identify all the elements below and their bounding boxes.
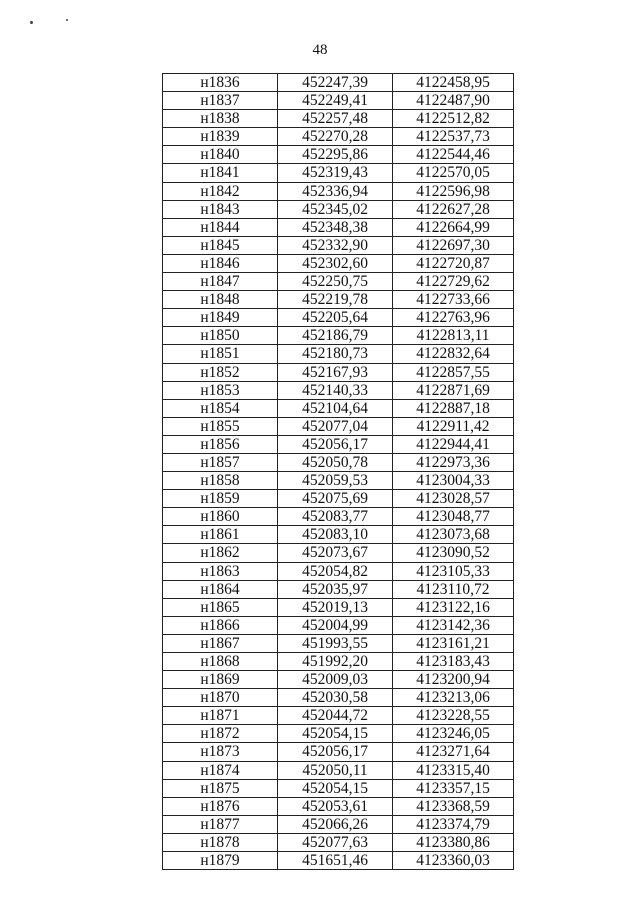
point-id-cell: н1873	[163, 743, 278, 761]
table-row	[163, 200, 514, 218]
y-coordinate-cell: 4123048,77	[393, 508, 514, 526]
point-id-cell: н1836	[163, 74, 278, 92]
point-id-cell: н1845	[163, 236, 278, 254]
x-coordinate-cell: 452332,90	[278, 236, 393, 254]
point-id-cell: н1856	[163, 435, 278, 453]
y-coordinate-cell: 4122570,05	[393, 164, 514, 182]
table-row	[163, 236, 514, 254]
y-coordinate-cell: 4123380,86	[393, 833, 514, 851]
x-coordinate-cell: 452270,28	[278, 128, 393, 146]
table-row	[163, 634, 514, 652]
point-id-cell: н1842	[163, 182, 278, 200]
x-coordinate-cell: 452075,69	[278, 490, 393, 508]
point-id-cell: н1875	[163, 779, 278, 797]
table-row	[163, 128, 514, 146]
point-id-cell: н1859	[163, 490, 278, 508]
point-id-cell: н1843	[163, 200, 278, 218]
table-row	[163, 291, 514, 309]
y-coordinate-cell: 4123122,16	[393, 598, 514, 616]
point-id-cell: н1858	[163, 472, 278, 490]
x-coordinate-cell: 452257,48	[278, 110, 393, 128]
point-id-cell: н1844	[163, 218, 278, 236]
point-id-cell: н1877	[163, 815, 278, 833]
x-coordinate-cell: 452077,63	[278, 833, 393, 851]
point-id-cell: н1865	[163, 598, 278, 616]
table-row	[163, 92, 514, 110]
x-coordinate-cell: 452302,60	[278, 254, 393, 272]
y-coordinate-cell: 4122697,30	[393, 236, 514, 254]
point-id-cell: н1860	[163, 508, 278, 526]
table-row	[163, 472, 514, 490]
x-coordinate-cell: 452083,77	[278, 508, 393, 526]
point-id-cell: н1838	[163, 110, 278, 128]
point-id-cell: н1849	[163, 309, 278, 327]
table-row	[163, 671, 514, 689]
table-row	[163, 399, 514, 417]
point-id-cell: н1876	[163, 797, 278, 815]
y-coordinate-cell: 4122544,46	[393, 146, 514, 164]
y-coordinate-cell: 4123246,05	[393, 725, 514, 743]
table-row	[163, 309, 514, 327]
y-coordinate-cell: 4123200,94	[393, 671, 514, 689]
x-coordinate-cell: 452249,41	[278, 92, 393, 110]
point-id-cell: н1870	[163, 689, 278, 707]
x-coordinate-cell: 451993,55	[278, 634, 393, 652]
page-number: 48	[312, 42, 328, 58]
y-coordinate-cell: 4123213,06	[393, 689, 514, 707]
x-coordinate-cell: 451651,46	[278, 852, 393, 870]
y-coordinate-cell: 4122487,90	[393, 92, 514, 110]
x-coordinate-cell: 452056,17	[278, 435, 393, 453]
point-id-cell: н1848	[163, 291, 278, 309]
point-id-cell: н1851	[163, 345, 278, 363]
table-row	[163, 146, 514, 164]
y-coordinate-cell: 4123073,68	[393, 526, 514, 544]
x-coordinate-cell: 452345,02	[278, 200, 393, 218]
table-row	[163, 562, 514, 580]
coordinates-table	[162, 73, 514, 870]
y-coordinate-cell: 4122733,66	[393, 291, 514, 309]
point-id-cell: н1861	[163, 526, 278, 544]
y-coordinate-cell: 4122458,95	[393, 74, 514, 92]
table-row	[163, 725, 514, 743]
y-coordinate-cell: 4122832,64	[393, 345, 514, 363]
table-row	[163, 580, 514, 598]
table-row	[163, 345, 514, 363]
point-id-cell: н1840	[163, 146, 278, 164]
y-coordinate-cell: 4122537,73	[393, 128, 514, 146]
x-coordinate-cell: 452050,78	[278, 453, 393, 471]
y-coordinate-cell: 4122973,36	[393, 453, 514, 471]
y-coordinate-cell: 4123028,57	[393, 490, 514, 508]
x-coordinate-cell: 452348,38	[278, 218, 393, 236]
point-id-cell: н1854	[163, 399, 278, 417]
point-id-cell: н1871	[163, 707, 278, 725]
table-row	[163, 254, 514, 272]
x-coordinate-cell: 452035,97	[278, 580, 393, 598]
x-coordinate-cell: 452004,99	[278, 616, 393, 634]
point-id-cell: н1857	[163, 453, 278, 471]
x-coordinate-cell: 452054,15	[278, 779, 393, 797]
x-coordinate-cell: 452247,39	[278, 74, 393, 92]
y-coordinate-cell: 4122627,28	[393, 200, 514, 218]
point-id-cell: н1850	[163, 327, 278, 345]
y-coordinate-cell: 4123142,36	[393, 616, 514, 634]
table-row	[163, 833, 514, 851]
y-coordinate-cell: 4122911,42	[393, 417, 514, 435]
table-row	[163, 164, 514, 182]
y-coordinate-cell: 4123110,72	[393, 580, 514, 598]
point-id-cell: н1878	[163, 833, 278, 851]
table-row	[163, 218, 514, 236]
table-row	[163, 381, 514, 399]
y-coordinate-cell: 4122887,18	[393, 399, 514, 417]
point-id-cell: н1869	[163, 671, 278, 689]
point-id-cell: н1841	[163, 164, 278, 182]
x-coordinate-cell: 452219,78	[278, 291, 393, 309]
table-row	[163, 508, 514, 526]
y-coordinate-cell: 4122944,41	[393, 435, 514, 453]
point-id-cell: н1862	[163, 544, 278, 562]
x-coordinate-cell: 452054,15	[278, 725, 393, 743]
x-coordinate-cell: 452050,11	[278, 761, 393, 779]
y-coordinate-cell: 4122871,69	[393, 381, 514, 399]
table-row	[163, 526, 514, 544]
table-row	[163, 797, 514, 815]
point-id-cell: н1852	[163, 363, 278, 381]
y-coordinate-cell: 4123374,79	[393, 815, 514, 833]
y-coordinate-cell: 4122512,82	[393, 110, 514, 128]
point-id-cell: н1846	[163, 254, 278, 272]
x-coordinate-cell: 452295,86	[278, 146, 393, 164]
table-row	[163, 743, 514, 761]
y-coordinate-cell: 4123090,52	[393, 544, 514, 562]
table-row	[163, 815, 514, 833]
table-row	[163, 653, 514, 671]
x-coordinate-cell: 452319,43	[278, 164, 393, 182]
table-row	[163, 761, 514, 779]
point-id-cell: н1864	[163, 580, 278, 598]
table-row	[163, 182, 514, 200]
point-id-cell: н1855	[163, 417, 278, 435]
x-coordinate-cell: 452054,82	[278, 562, 393, 580]
table-row	[163, 598, 514, 616]
x-coordinate-cell: 452083,10	[278, 526, 393, 544]
table-row	[163, 327, 514, 345]
y-coordinate-cell: 4123368,59	[393, 797, 514, 815]
y-coordinate-cell: 4123105,33	[393, 562, 514, 580]
x-coordinate-cell: 452073,67	[278, 544, 393, 562]
table-row	[163, 453, 514, 471]
y-coordinate-cell: 4123161,21	[393, 634, 514, 652]
x-coordinate-cell: 452186,79	[278, 327, 393, 345]
x-coordinate-cell: 452104,64	[278, 399, 393, 417]
table-row	[163, 544, 514, 562]
point-id-cell: н1847	[163, 273, 278, 291]
table-row	[163, 110, 514, 128]
scan-speck	[30, 21, 33, 24]
point-id-cell: н1866	[163, 616, 278, 634]
table-row	[163, 779, 514, 797]
x-coordinate-cell: 452250,75	[278, 273, 393, 291]
point-id-cell: н1863	[163, 562, 278, 580]
y-coordinate-cell: 4122813,11	[393, 327, 514, 345]
table-row	[163, 689, 514, 707]
y-coordinate-cell: 4123183,43	[393, 653, 514, 671]
table-row	[163, 852, 514, 870]
y-coordinate-cell: 4123360,03	[393, 852, 514, 870]
x-coordinate-cell: 451992,20	[278, 653, 393, 671]
x-coordinate-cell: 452336,94	[278, 182, 393, 200]
y-coordinate-cell: 4123228,55	[393, 707, 514, 725]
table-row	[163, 273, 514, 291]
x-coordinate-cell: 452167,93	[278, 363, 393, 381]
x-coordinate-cell: 452066,26	[278, 815, 393, 833]
y-coordinate-cell: 4123357,15	[393, 779, 514, 797]
y-coordinate-cell: 4122664,99	[393, 218, 514, 236]
table-row	[163, 435, 514, 453]
x-coordinate-cell: 452044,72	[278, 707, 393, 725]
y-coordinate-cell: 4122720,87	[393, 254, 514, 272]
x-coordinate-cell: 452140,33	[278, 381, 393, 399]
table-row	[163, 417, 514, 435]
point-id-cell: н1868	[163, 653, 278, 671]
x-coordinate-cell: 452077,04	[278, 417, 393, 435]
x-coordinate-cell: 452053,61	[278, 797, 393, 815]
point-id-cell: н1872	[163, 725, 278, 743]
x-coordinate-cell: 452009,03	[278, 671, 393, 689]
point-id-cell: н1867	[163, 634, 278, 652]
table-row	[163, 74, 514, 92]
x-coordinate-cell: 452056,17	[278, 743, 393, 761]
point-id-cell: н1837	[163, 92, 278, 110]
y-coordinate-cell: 4123004,33	[393, 472, 514, 490]
table-row	[163, 707, 514, 725]
y-coordinate-cell: 4123271,64	[393, 743, 514, 761]
y-coordinate-cell: 4122596,98	[393, 182, 514, 200]
point-id-cell: н1839	[163, 128, 278, 146]
x-coordinate-cell: 452030,58	[278, 689, 393, 707]
point-id-cell: н1853	[163, 381, 278, 399]
x-coordinate-cell: 452205,64	[278, 309, 393, 327]
scan-speck	[66, 19, 68, 21]
table-row	[163, 616, 514, 634]
y-coordinate-cell: 4122857,55	[393, 363, 514, 381]
x-coordinate-cell: 452180,73	[278, 345, 393, 363]
table-row	[163, 490, 514, 508]
y-coordinate-cell: 4122729,62	[393, 273, 514, 291]
x-coordinate-cell: 452059,53	[278, 472, 393, 490]
x-coordinate-cell: 452019,13	[278, 598, 393, 616]
point-id-cell: н1879	[163, 852, 278, 870]
y-coordinate-cell: 4123315,40	[393, 761, 514, 779]
point-id-cell: н1874	[163, 761, 278, 779]
y-coordinate-cell: 4122763,96	[393, 309, 514, 327]
table-row	[163, 363, 514, 381]
